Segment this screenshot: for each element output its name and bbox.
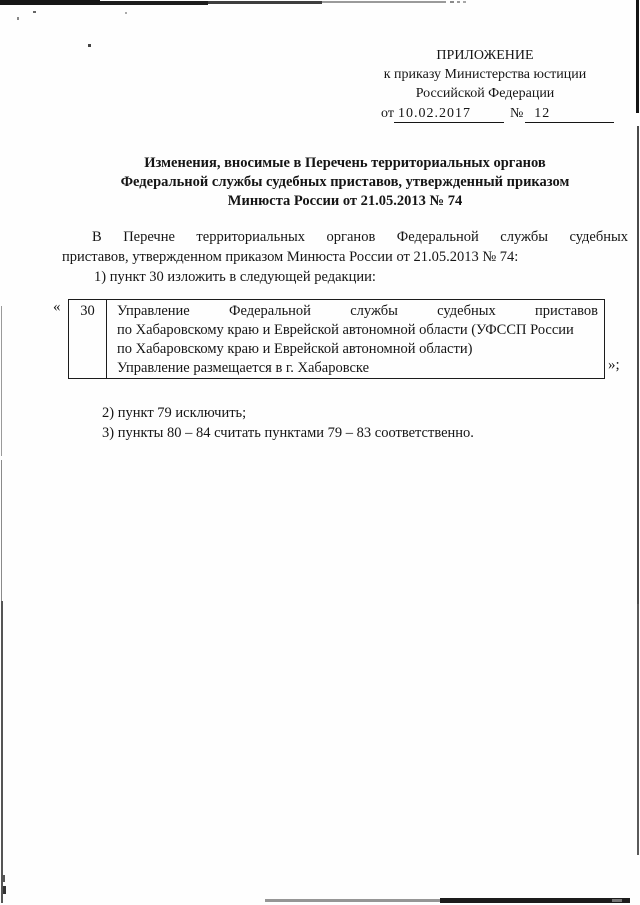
paragraph-line-2: приставов, утвержденном приказом Минюста России от 21.05.2013 № 74:	[62, 249, 519, 265]
appendix-label: ПРИЛОЖЕНИЕ	[436, 48, 534, 63]
table-cell-line-3: по Хабаровскому краю и Еврейской автономной области)	[117, 341, 473, 357]
amendment-item-2: 2) пункт 79 исключить;	[102, 405, 247, 421]
table-row-number-cell: 30	[69, 300, 107, 378]
amendment-items	[62, 404, 628, 443]
amendment-item-1: 1) пункт 30 изложить в следующей редакции:	[94, 269, 376, 285]
scan-speckle	[3, 875, 5, 882]
scan-speckle	[3, 886, 6, 894]
scan-edge-top-dash	[450, 1, 454, 3]
scan-edge-top-dash	[463, 1, 466, 3]
body-paragraph	[62, 227, 628, 287]
scan-edge-right	[637, 604, 639, 855]
title-line-3: Минюста России от 21.05.2013 № 74	[227, 193, 463, 209]
scan-speckle	[17, 17, 19, 20]
number-value: 12	[525, 106, 614, 123]
scan-edge-top	[0, 0, 100, 5]
document-title	[62, 154, 628, 211]
table-text-cell	[107, 300, 604, 378]
scan-edge-left	[1, 601, 3, 903]
scan-edge-top-dash	[457, 1, 460, 3]
header-date-line	[381, 104, 602, 123]
scan-edge-right	[637, 126, 639, 604]
number-sign: №	[509, 106, 524, 121]
table-open-quote: «	[53, 299, 61, 315]
scan-speckle	[88, 44, 91, 47]
title-line-1: Изменения, вносимые в Перечень территориальных органов	[144, 155, 546, 171]
scan-edge-left	[1, 306, 2, 456]
scan-edge-top	[322, 1, 446, 3]
scan-speckle	[33, 11, 36, 13]
scan-edge-top	[100, 1, 208, 5]
scan-edge-bottom	[612, 899, 622, 902]
table-close-quote: »;	[608, 357, 620, 373]
scan-edge-left	[1, 460, 2, 601]
header-country-line: Российской Федерации	[415, 86, 555, 101]
scan-edge-bottom	[265, 899, 440, 902]
table-cell-line-2: по Хабаровскому краю и Еврейской автономной области (УФССП России	[117, 322, 574, 338]
header-order-line: к приказу Министерства юстиции	[383, 67, 587, 82]
amendments-table	[68, 299, 605, 379]
scan-speckle	[125, 12, 127, 14]
table-cell-line-4: Управление размещается в г. Хабаровске	[117, 360, 370, 376]
scan-edge-top	[208, 1, 322, 4]
date-value: 10.02.2017	[394, 106, 504, 123]
table-cell-line-1: Управление Федеральной службы судебных приставов	[117, 303, 598, 319]
date-prefix: от	[381, 106, 394, 121]
paragraph-line-1: В Перечне территориальных органов Федеральной службы судебных	[92, 229, 628, 245]
amendment-item-3: 3) пункты 80 – 84 считать пунктами 79 – 83 соответственно.	[102, 424, 474, 441]
title-line-2: Федеральной службы судебных приставов, утвержденный приказом	[120, 174, 570, 190]
scan-edge-bottom	[440, 898, 630, 903]
scan-edge-right	[636, 0, 639, 113]
header-block	[368, 46, 602, 123]
